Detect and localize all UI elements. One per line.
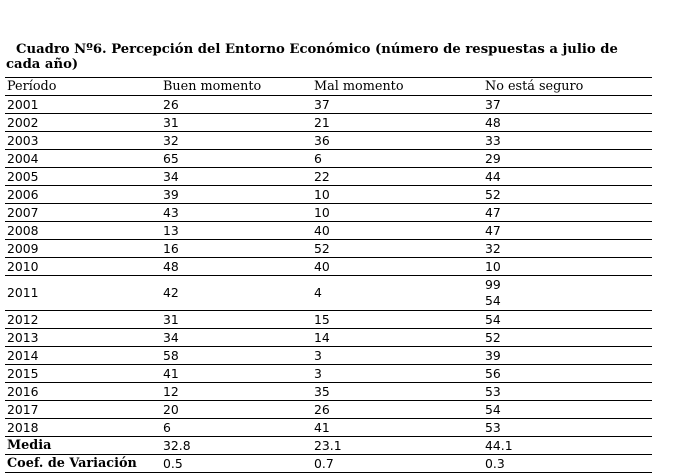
cell-unsure: 39 <box>483 347 652 365</box>
summary-bad: 0.7 <box>312 455 483 473</box>
header-period: Período <box>5 78 161 96</box>
cell-year: 2004 <box>5 150 161 168</box>
cell-good: 43 <box>161 204 312 222</box>
cell-bad: 10 <box>312 186 483 204</box>
cell-year: 2014 <box>5 347 161 365</box>
cell-year: 2003 <box>5 132 161 150</box>
table-row <box>5 365 652 383</box>
cell-unsure: 33 <box>483 132 652 150</box>
summary-bad: 23.1 <box>312 437 483 455</box>
header-unsure: No está seguro <box>483 78 652 96</box>
table-row <box>5 383 652 401</box>
table-row <box>5 168 652 186</box>
cell-good: 65 <box>161 150 312 168</box>
header-row <box>5 78 652 96</box>
cell-bad: 40 <box>312 258 483 276</box>
header-bad: Mal momento <box>312 78 483 96</box>
cell-year: 2017 <box>5 401 161 419</box>
cell-good: 31 <box>161 114 312 132</box>
cell-good: 31 <box>161 311 312 329</box>
cell-unsure: 37 <box>483 96 652 114</box>
cell-good: 12 <box>161 383 312 401</box>
cell-unsure <box>483 276 652 311</box>
cell-good: 20 <box>161 401 312 419</box>
cell-good: 48 <box>161 258 312 276</box>
cell-good: 34 <box>161 329 312 347</box>
cell-year: 2002 <box>5 114 161 132</box>
cell-unsure: 48 <box>483 114 652 132</box>
cell-year: 2001 <box>5 96 161 114</box>
cell-unsure-line-1: 99 <box>485 277 501 292</box>
cell-unsure: 54 <box>483 401 652 419</box>
table-row <box>5 329 652 347</box>
cell-unsure: 47 <box>483 222 652 240</box>
table-row <box>5 258 652 276</box>
table-row <box>5 114 652 132</box>
cell-bad: 26 <box>312 401 483 419</box>
cell-year: 2016 <box>5 383 161 401</box>
cell-year: 2015 <box>5 365 161 383</box>
cell-bad: 52 <box>312 240 483 258</box>
cell-bad: 6 <box>312 150 483 168</box>
cell-good: 58 <box>161 347 312 365</box>
table-row <box>5 204 652 222</box>
cell-bad: 41 <box>312 419 483 437</box>
cell-year: 2010 <box>5 258 161 276</box>
cell-good: 41 <box>161 365 312 383</box>
cell-year: 2008 <box>5 222 161 240</box>
summary-unsure: 44.1 <box>483 437 652 455</box>
cell-year: 2007 <box>5 204 161 222</box>
cell-good: 6 <box>161 419 312 437</box>
cell-unsure: 53 <box>483 419 652 437</box>
cell-unsure: 47 <box>483 204 652 222</box>
cell-good: 26 <box>161 96 312 114</box>
cell-unsure-line-2: 54 <box>485 293 501 308</box>
header-good: Buen momento <box>161 78 312 96</box>
cell-unsure: 32 <box>483 240 652 258</box>
table-row <box>5 96 652 114</box>
cell-unsure: 52 <box>483 186 652 204</box>
caption-label: Cuadro Nº6. <box>16 42 107 57</box>
table-row <box>5 401 652 419</box>
cell-bad: 35 <box>312 383 483 401</box>
cell-unsure: 29 <box>483 150 652 168</box>
cell-unsure: 44 <box>483 168 652 186</box>
table-row <box>5 240 652 258</box>
economic-perception-table <box>5 77 652 473</box>
cell-year: 2009 <box>5 240 161 258</box>
table-row <box>5 347 652 365</box>
cell-bad: 4 <box>312 276 483 311</box>
table-row <box>5 222 652 240</box>
summary-label: Media <box>5 437 161 455</box>
summary-good: 0.5 <box>161 455 312 473</box>
table-row <box>5 311 652 329</box>
cell-year: 2006 <box>5 186 161 204</box>
summary-unsure: 0.3 <box>483 455 652 473</box>
table-caption <box>6 42 646 72</box>
cell-bad: 37 <box>312 96 483 114</box>
cell-unsure: 53 <box>483 383 652 401</box>
summary-label: Coef. de Variación <box>5 455 161 473</box>
cell-bad: 40 <box>312 222 483 240</box>
table-row <box>5 186 652 204</box>
cell-year: 2013 <box>5 329 161 347</box>
summary-row-cv <box>5 455 652 473</box>
cell-bad: 21 <box>312 114 483 132</box>
cell-good: 32 <box>161 132 312 150</box>
cell-year: 2018 <box>5 419 161 437</box>
cell-unsure: 10 <box>483 258 652 276</box>
cell-unsure: 56 <box>483 365 652 383</box>
cell-good: 16 <box>161 240 312 258</box>
table-row <box>5 276 652 311</box>
cell-year: 2012 <box>5 311 161 329</box>
summary-good: 32.8 <box>161 437 312 455</box>
cell-good: 39 <box>161 186 312 204</box>
cell-bad: 22 <box>312 168 483 186</box>
cell-year: 2011 <box>5 276 161 311</box>
cell-good: 34 <box>161 168 312 186</box>
cell-unsure: 52 <box>483 329 652 347</box>
cell-bad: 14 <box>312 329 483 347</box>
cell-bad: 3 <box>312 347 483 365</box>
cell-good: 13 <box>161 222 312 240</box>
cell-good: 42 <box>161 276 312 311</box>
cell-bad: 36 <box>312 132 483 150</box>
summary-row-mean <box>5 437 652 455</box>
cell-unsure: 54 <box>483 311 652 329</box>
caption-text: Percepción del Entorno Económico (número de respuestas a julio de cada año) <box>6 42 618 72</box>
cell-bad: 10 <box>312 204 483 222</box>
table-row <box>5 132 652 150</box>
cell-year: 2005 <box>5 168 161 186</box>
table-row <box>5 150 652 168</box>
cell-bad: 3 <box>312 365 483 383</box>
table-row <box>5 419 652 437</box>
cell-bad: 15 <box>312 311 483 329</box>
